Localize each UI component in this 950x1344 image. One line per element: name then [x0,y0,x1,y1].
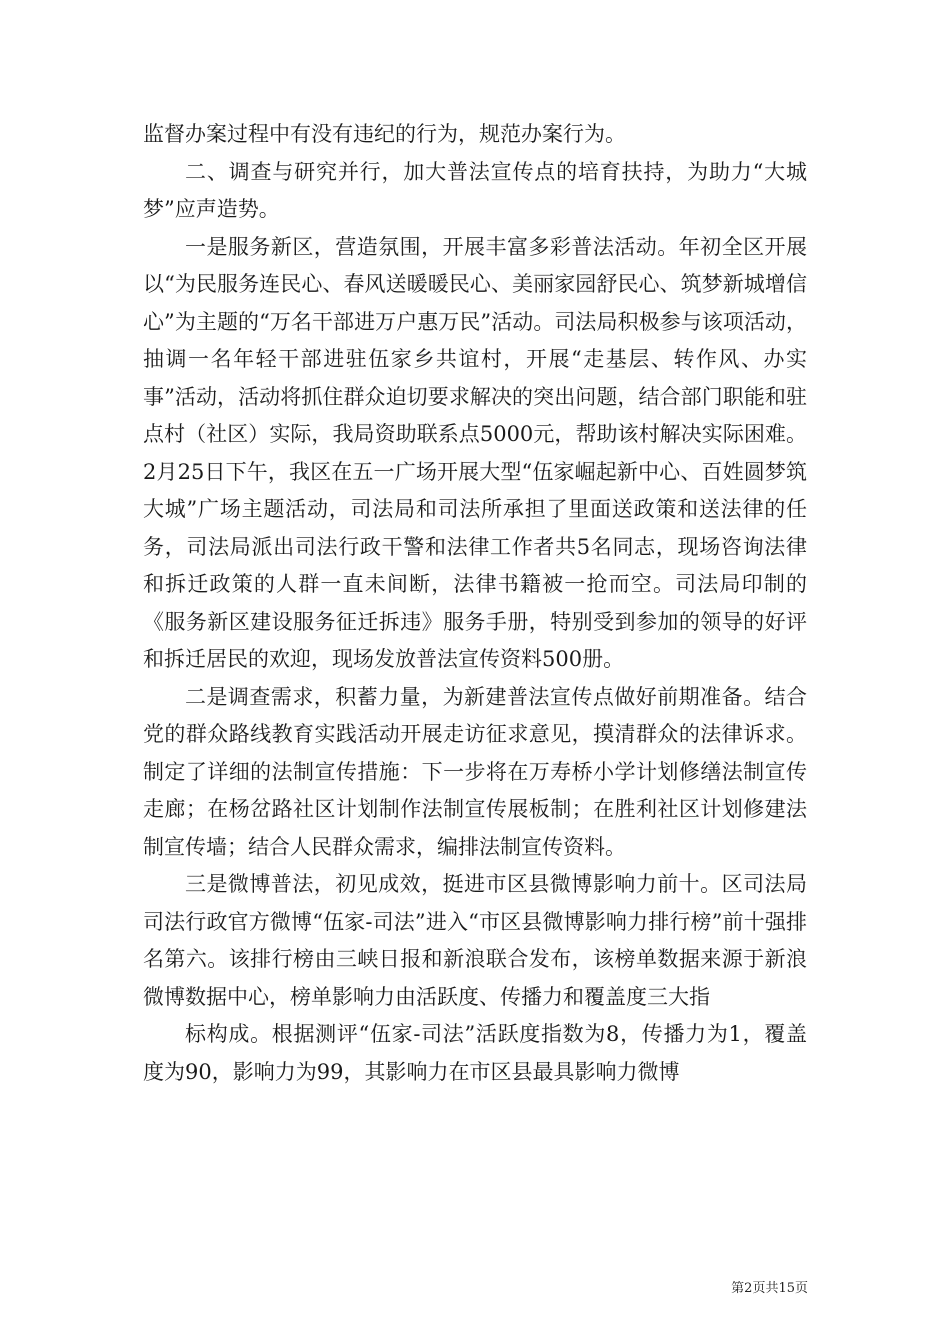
section-heading: 二、调查与研究并行，加大普法宣传点的培育扶持，为助力“大城梦”应声造势。 [143,159,807,221]
paragraph: 标构成。根据测评“伍家-司法”活跃度指数为8，传播力为1，覆盖度为90，影响力为99，其影响力在市区县最具影响力微博 [143,1022,807,1084]
paragraph: 一是服务新区，营造氛围，开展丰富多彩普法活动。年初全区开展以“为民服务连民心、春风送暖暖民心、美丽家园舒民心、筑梦新城增信心”为主题的“万名干部进万户惠万民”活动。司法局积极参与该项活动，抽调一名年轻干部进驻伍家乡共谊村，开展“走基层、转作风、办实事”活动，活动将抓住群众迫切要求解决的突出问题，结合部门职能和驻点村（社区）实际，我局资助联系点5000元，帮助该村解决实际困难。2月25日下午，我区在五一广场开展大型“伍家崛起新中心、百姓圆梦筑大城”广场主题活动，司法局和司法所承担了里面送政策和送法律的任务，司法局派出司法行政干警和法律工作者共5名同志，现场咨询法律和拆迁政策的人群一直未间断，法律书籍被一抢而空。司法局印制的《服务新区建设服务征迁拆违》服务手册，特别受到参加的领导的好评和拆迁居民的欢迎，现场发放普法宣传资料500册。 [143,234,807,671]
paragraph: 三是微博普法，初见成效，挺进市区县微博影响力前十。区司法局司法行政官方微博“伍家-司法”进入“市区县微博影响力排行榜”前十强排名第六。该排行榜由三峡日报和新浪联合发布，该榜单数据来源于新浪微博数据中心，榜单影响力由活跃度、传播力和覆盖度三大指 [143,872,807,1009]
paragraph: 监督办案过程中有没有违纪的行为，规范办案行为。 [143,122,626,146]
page-number: 第2页共15页 [731,1281,808,1296]
document-body [143,116,807,1091]
paragraph: 二是调查需求，积蓄力量，为新建普法宣传点做好前期准备。结合党的群众路线教育实践活动开展走访征求意见，摸清群众的法律诉求。制定了详细的法制宣传措施：下一步将在万寿桥小学计划修缮法制宣传走廊；在杨岔路社区计划制作法制宣传展板制；在胜利社区计划修建法制宣传墙；结合人民群众需求，编排法制宣传资料。 [143,684,807,859]
